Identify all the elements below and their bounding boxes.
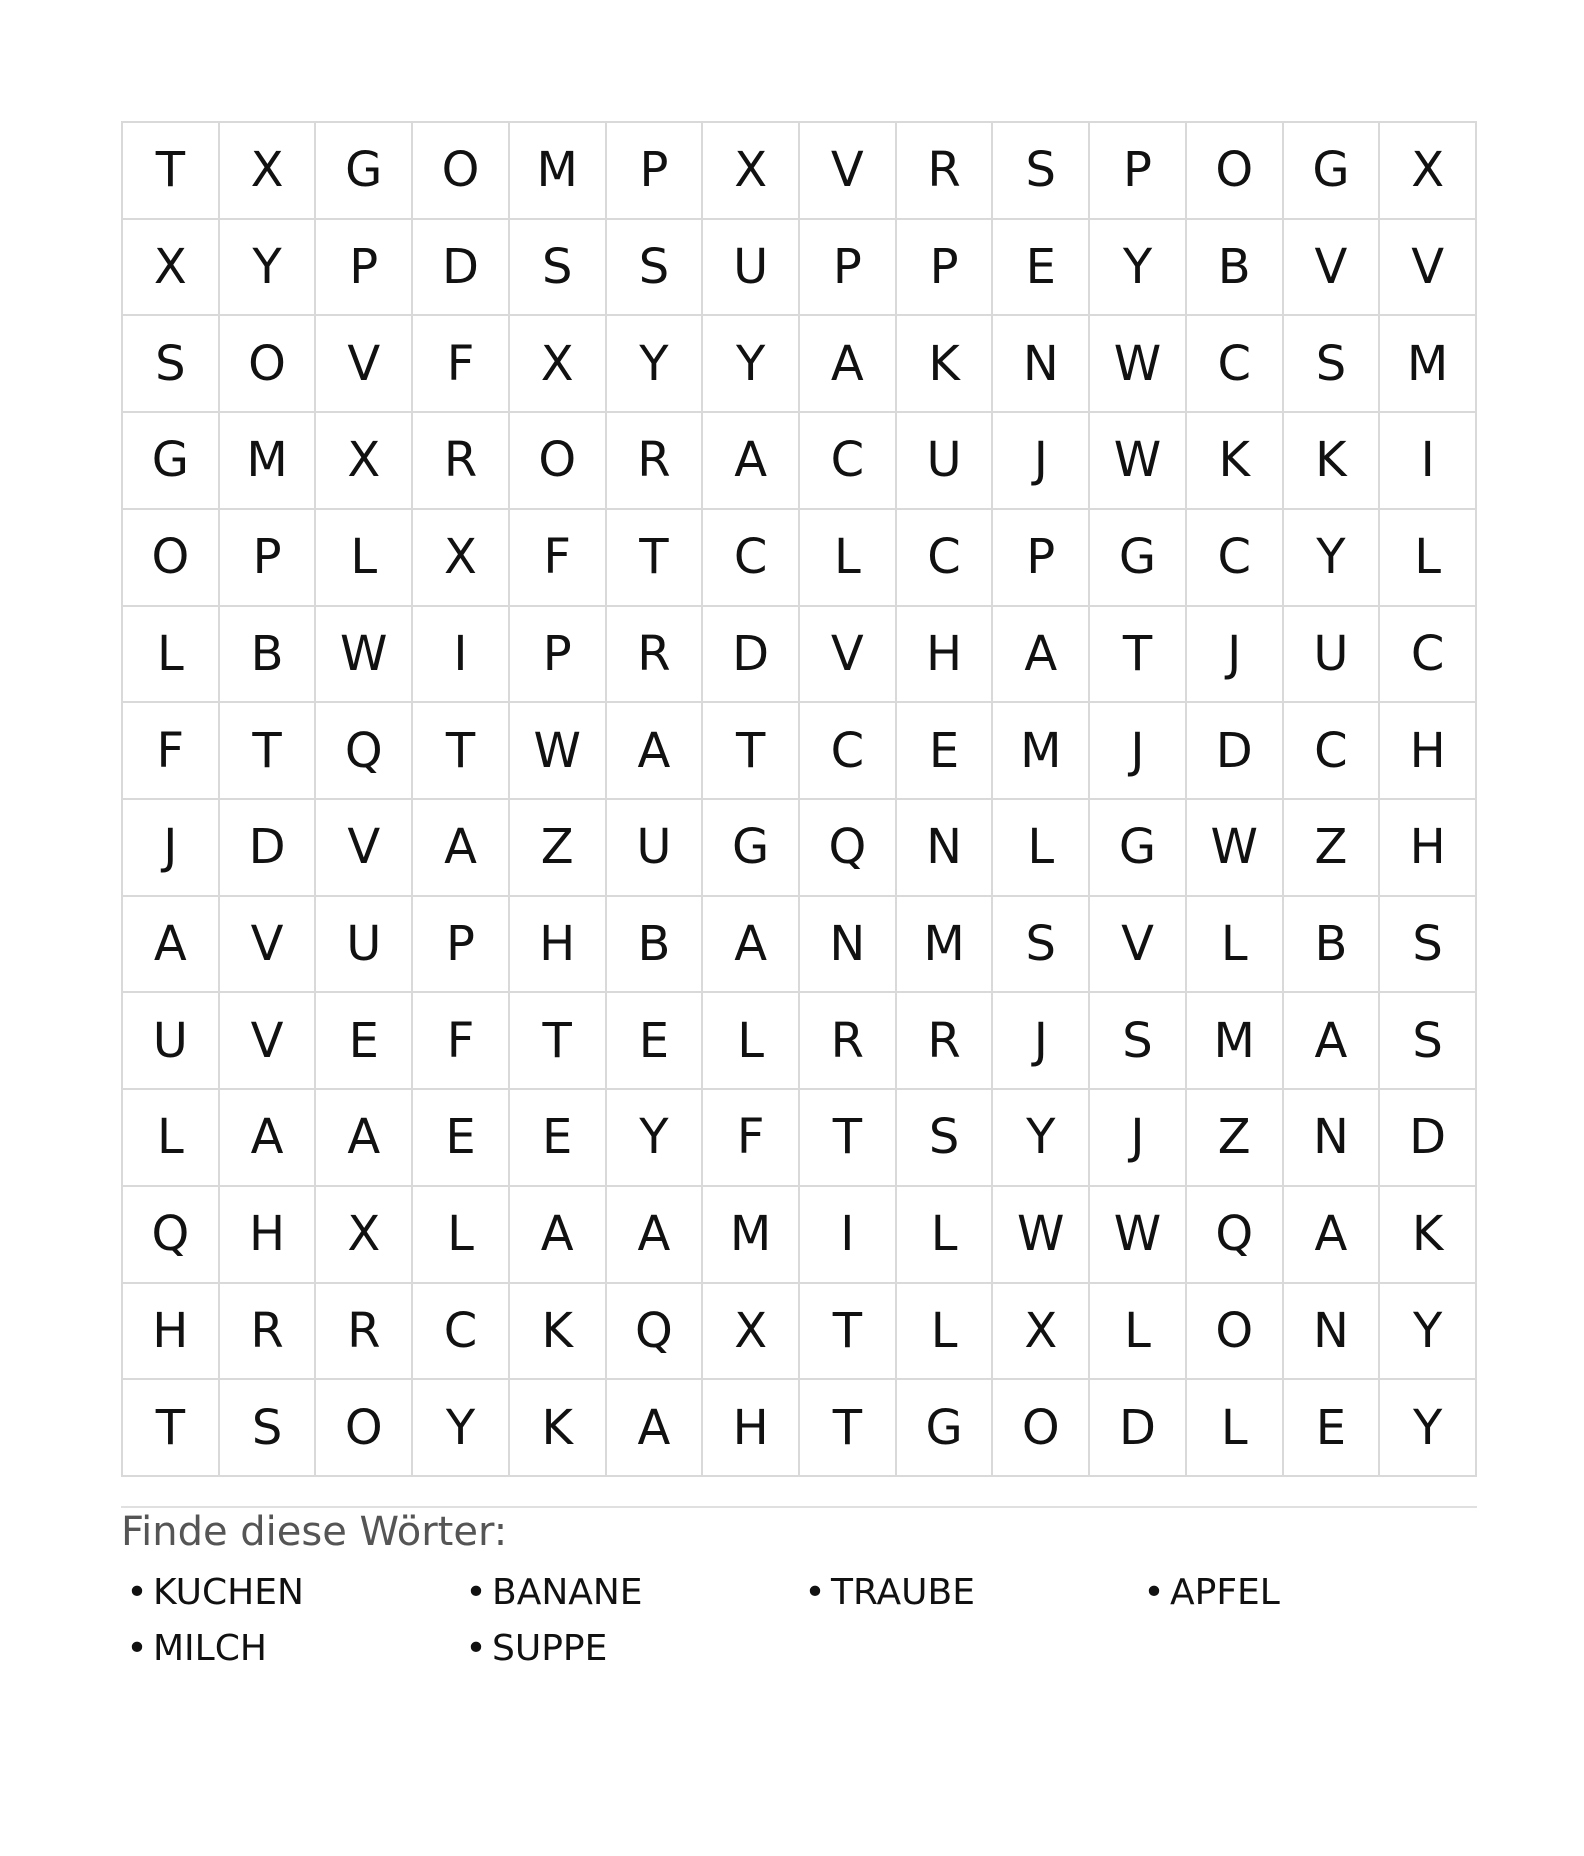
grid-cell[interactable]: A [220, 1090, 317, 1187]
grid-cell[interactable]: U [607, 800, 704, 897]
grid-cell[interactable]: L [897, 1284, 994, 1381]
grid-cell[interactable]: D [1090, 1380, 1187, 1477]
grid-cell[interactable]: L [993, 800, 1090, 897]
grid-cell[interactable]: E [316, 993, 413, 1090]
grid-cell[interactable]: V [800, 607, 897, 704]
grid-cell[interactable]: C [897, 510, 994, 607]
grid-cell[interactable]: L [897, 1187, 994, 1284]
word-list-item [1138, 1570, 1477, 1616]
grid-cell[interactable]: F [123, 703, 220, 800]
grid-cell[interactable]: O [1187, 1284, 1284, 1381]
grid-cell[interactable]: Y [1284, 510, 1381, 607]
grid-cell[interactable]: V [316, 316, 413, 413]
grid-cell[interactable]: C [800, 703, 897, 800]
grid-cell[interactable]: G [703, 800, 800, 897]
grid-cell[interactable]: Y [703, 316, 800, 413]
bullet-icon: • [1143, 1572, 1165, 1613]
grid-cell[interactable]: X [510, 316, 607, 413]
grid-cell[interactable]: E [897, 703, 994, 800]
grid-cell[interactable]: P [993, 510, 1090, 607]
grid-cell[interactable]: B [220, 607, 317, 704]
grid-cell[interactable]: U [123, 993, 220, 1090]
grid-cell[interactable]: W [1090, 316, 1187, 413]
grid-cell[interactable]: J [993, 993, 1090, 1090]
grid-cell[interactable]: A [1284, 993, 1381, 1090]
grid-cell[interactable]: H [897, 607, 994, 704]
grid-cell[interactable]: Q [800, 800, 897, 897]
grid-cell[interactable]: T [800, 1284, 897, 1381]
grid-cell[interactable]: A [703, 897, 800, 994]
grid-cell[interactable]: Y [1090, 220, 1187, 317]
grid-cell[interactable]: K [510, 1380, 607, 1477]
grid-cell[interactable]: R [607, 413, 704, 510]
grid-cell[interactable]: Z [1187, 1090, 1284, 1187]
grid-cell[interactable]: S [1090, 993, 1187, 1090]
grid-cell[interactable]: E [993, 220, 1090, 317]
grid-cell[interactable]: A [800, 316, 897, 413]
grid-cell[interactable]: O [123, 510, 220, 607]
grid-cell[interactable]: P [607, 123, 704, 220]
grid-cell[interactable]: Y [220, 220, 317, 317]
grid-cell[interactable]: X [703, 123, 800, 220]
grid-cell[interactable]: N [993, 316, 1090, 413]
grid-cell[interactable]: V [1380, 220, 1477, 317]
grid-cell[interactable]: Y [993, 1090, 1090, 1187]
grid-cell[interactable]: G [897, 1380, 994, 1477]
grid-cell[interactable]: X [1380, 123, 1477, 220]
grid-cell[interactable]: Y [607, 1090, 704, 1187]
grid-cell[interactable]: L [1187, 1380, 1284, 1477]
grid-cell[interactable]: O [1187, 123, 1284, 220]
word-label: APFEL [1170, 1572, 1280, 1613]
grid-cell[interactable]: S [607, 220, 704, 317]
grid-cell[interactable]: V [1090, 897, 1187, 994]
letter-grid [121, 121, 1477, 1477]
grid-cell[interactable]: T [123, 1380, 220, 1477]
grid-cell[interactable]: H [1380, 800, 1477, 897]
grid-cell[interactable]: F [413, 316, 510, 413]
grid-cell[interactable]: D [1187, 703, 1284, 800]
grid-cell[interactable]: J [123, 800, 220, 897]
grid-cell[interactable]: N [800, 897, 897, 994]
grid-cell[interactable]: B [1284, 897, 1381, 994]
grid-cell[interactable]: S [897, 1090, 994, 1187]
grid-cell[interactable]: W [1187, 800, 1284, 897]
grid-cell[interactable]: C [413, 1284, 510, 1381]
grid-cell[interactable]: M [897, 897, 994, 994]
grid-cell[interactable]: Q [607, 1284, 704, 1381]
grid-cell[interactable]: R [897, 123, 994, 220]
grid-cell[interactable]: T [220, 703, 317, 800]
grid-cell[interactable]: N [897, 800, 994, 897]
grid-cell[interactable]: N [1284, 1284, 1381, 1381]
grid-cell[interactable]: R [220, 1284, 317, 1381]
word-list-heading: Finde diese Wörter: [121, 1509, 508, 1555]
grid-cell[interactable]: S [993, 897, 1090, 994]
grid-cell[interactable]: D [413, 220, 510, 317]
grid-cell[interactable]: S [1380, 993, 1477, 1090]
grid-cell[interactable]: U [703, 220, 800, 317]
grid-cell[interactable]: F [510, 510, 607, 607]
grid-cell[interactable]: B [607, 897, 704, 994]
grid-cell[interactable]: L [1090, 1284, 1187, 1381]
grid-cell[interactable]: T [800, 1090, 897, 1187]
grid-cell[interactable]: W [993, 1187, 1090, 1284]
bullet-icon: • [126, 1572, 148, 1613]
grid-cell[interactable]: Y [413, 1380, 510, 1477]
grid-cell[interactable]: F [413, 993, 510, 1090]
grid-cell[interactable]: H [123, 1284, 220, 1381]
grid-cell[interactable]: Q [316, 703, 413, 800]
grid-cell[interactable]: H [703, 1380, 800, 1477]
bullet-icon: • [465, 1628, 487, 1669]
grid-cell[interactable]: J [993, 413, 1090, 510]
grid-cell[interactable]: N [1284, 1090, 1381, 1187]
grid-cell[interactable]: R [413, 413, 510, 510]
grid-cell[interactable]: B [1187, 220, 1284, 317]
grid-cell[interactable]: S [1284, 316, 1381, 413]
grid-cell[interactable]: C [1187, 510, 1284, 607]
word-list-item [799, 1570, 1138, 1616]
word-label: MILCH [153, 1628, 267, 1669]
grid-cell[interactable]: T [1090, 607, 1187, 704]
grid-cell[interactable]: V [220, 897, 317, 994]
grid-cell[interactable]: J [1090, 703, 1187, 800]
word-label: BANANE [492, 1572, 643, 1613]
grid-cell[interactable]: L [1187, 897, 1284, 994]
word-list-item [460, 1570, 799, 1616]
grid-cell[interactable]: W [510, 703, 607, 800]
grid-cell[interactable]: X [413, 510, 510, 607]
grid-cell[interactable]: U [1284, 607, 1381, 704]
grid-cell[interactable]: G [1090, 800, 1187, 897]
grid-cell[interactable]: J [1090, 1090, 1187, 1187]
grid-cell[interactable]: O [220, 316, 317, 413]
word-label: TRAUBE [831, 1572, 975, 1613]
grid-cell[interactable]: T [510, 993, 607, 1090]
grid-cell[interactable]: X [316, 1187, 413, 1284]
grid-cell[interactable]: S [993, 123, 1090, 220]
grid-cell[interactable]: R [800, 993, 897, 1090]
grid-cell[interactable]: Q [1187, 1187, 1284, 1284]
bullet-icon: • [465, 1572, 487, 1613]
grid-cell[interactable]: I [413, 607, 510, 704]
grid-cell[interactable]: D [1380, 1090, 1477, 1187]
grid-cell[interactable]: H [510, 897, 607, 994]
grid-cell[interactable]: O [316, 1380, 413, 1477]
grid-cell[interactable]: P [897, 220, 994, 317]
grid-cell[interactable]: D [703, 607, 800, 704]
grid-cell[interactable]: R [316, 1284, 413, 1381]
grid-cell[interactable]: M [1187, 993, 1284, 1090]
grid-cell[interactable]: M [1380, 316, 1477, 413]
grid-cell[interactable]: X [316, 413, 413, 510]
grid-cell[interactable]: P [510, 607, 607, 704]
grid-cell[interactable]: D [220, 800, 317, 897]
word-list [121, 1570, 1477, 1672]
grid-cell[interactable]: V [800, 123, 897, 220]
grid-cell[interactable]: H [220, 1187, 317, 1284]
grid-cell[interactable]: L [1380, 510, 1477, 607]
grid-cell[interactable]: M [510, 123, 607, 220]
grid-cell[interactable]: H [1380, 703, 1477, 800]
grid-cell[interactable]: G [123, 413, 220, 510]
grid-cell[interactable]: Z [1284, 800, 1381, 897]
word-list-item [121, 1570, 460, 1616]
grid-cell[interactable]: A [1284, 1187, 1381, 1284]
grid-cell[interactable]: P [316, 220, 413, 317]
grid-cell[interactable]: T [800, 1380, 897, 1477]
grid-cell[interactable]: K [897, 316, 994, 413]
grid-cell[interactable]: V [1284, 220, 1381, 317]
grid-cell[interactable]: I [800, 1187, 897, 1284]
grid-cell[interactable]: P [1090, 123, 1187, 220]
grid-cell[interactable]: S [1380, 897, 1477, 994]
grid-cell[interactable]: T [607, 510, 704, 607]
grid-cell[interactable]: T [123, 123, 220, 220]
grid-cell[interactable]: S [220, 1380, 317, 1477]
grid-cell[interactable]: R [897, 993, 994, 1090]
grid-cell[interactable]: K [1187, 413, 1284, 510]
grid-cell[interactable]: Y [1380, 1284, 1477, 1381]
grid-cell[interactable]: L [316, 510, 413, 607]
grid-cell[interactable]: I [1380, 413, 1477, 510]
grid-cell[interactable]: A [607, 703, 704, 800]
grid-cell[interactable]: O [993, 1380, 1090, 1477]
word-list-item [121, 1626, 460, 1672]
grid-cell[interactable]: M [220, 413, 317, 510]
grid-cell[interactable]: E [413, 1090, 510, 1187]
grid-cell[interactable]: A [413, 800, 510, 897]
grid-cell[interactable]: C [1284, 703, 1381, 800]
grid-cell[interactable]: K [1284, 413, 1381, 510]
grid-cell[interactable]: Z [510, 800, 607, 897]
grid-cell[interactable]: Q [123, 1187, 220, 1284]
grid-cell[interactable]: O [413, 123, 510, 220]
word-label: KUCHEN [153, 1572, 304, 1613]
grid-cell[interactable]: S [123, 316, 220, 413]
grid-cell[interactable]: T [703, 703, 800, 800]
grid-cell[interactable]: C [800, 413, 897, 510]
grid-cell[interactable]: L [800, 510, 897, 607]
grid-cell[interactable]: A [703, 413, 800, 510]
grid-cell[interactable]: P [220, 510, 317, 607]
word-list-item [460, 1626, 799, 1672]
grid-cell[interactable]: V [316, 800, 413, 897]
bullet-icon: • [804, 1572, 826, 1613]
bullet-icon: • [126, 1628, 148, 1669]
grid-cell[interactable]: Y [1380, 1380, 1477, 1477]
grid-cell[interactable]: P [800, 220, 897, 317]
grid-cell[interactable]: V [220, 993, 317, 1090]
grid-cell[interactable]: W [1090, 413, 1187, 510]
grid-cell[interactable]: W [1090, 1187, 1187, 1284]
grid-cell[interactable]: K [1380, 1187, 1477, 1284]
grid-cell[interactable]: A [510, 1187, 607, 1284]
grid-cell[interactable]: R [607, 607, 704, 704]
grid-cell[interactable]: S [510, 220, 607, 317]
grid-cell[interactable]: K [510, 1284, 607, 1381]
grid-cell[interactable]: M [703, 1187, 800, 1284]
grid-cell[interactable]: M [993, 703, 1090, 800]
grid-cell[interactable]: Y [607, 316, 704, 413]
grid-cell[interactable]: E [1284, 1380, 1381, 1477]
grid-cell[interactable]: L [123, 1090, 220, 1187]
grid-cell[interactable]: L [123, 607, 220, 704]
grid-cell[interactable]: L [413, 1187, 510, 1284]
grid-cell[interactable]: O [510, 413, 607, 510]
grid-cell[interactable]: X [993, 1284, 1090, 1381]
grid-cell[interactable]: J [1187, 607, 1284, 704]
grid-cell[interactable]: G [316, 123, 413, 220]
grid-cell[interactable]: A [123, 897, 220, 994]
grid-cell[interactable]: T [413, 703, 510, 800]
grid-cell[interactable]: E [607, 993, 704, 1090]
grid-cell[interactable]: C [703, 510, 800, 607]
grid-cell[interactable]: W [316, 607, 413, 704]
grid-cell[interactable]: U [316, 897, 413, 994]
grid-cell[interactable]: A [316, 1090, 413, 1187]
grid-cell[interactable]: E [510, 1090, 607, 1187]
grid-cell[interactable]: X [123, 220, 220, 317]
grid-cell[interactable]: C [1380, 607, 1477, 704]
grid-cell[interactable]: F [703, 1090, 800, 1187]
word-label: SUPPE [492, 1628, 608, 1669]
grid-cell[interactable]: G [1284, 123, 1381, 220]
grid-cell[interactable]: P [413, 897, 510, 994]
grid-cell[interactable]: A [607, 1187, 704, 1284]
grid-cell[interactable]: A [607, 1380, 704, 1477]
grid-cell[interactable]: G [1090, 510, 1187, 607]
grid-cell[interactable]: X [703, 1284, 800, 1381]
grid-cell[interactable]: X [220, 123, 317, 220]
grid-cell[interactable]: L [703, 993, 800, 1090]
grid-cell[interactable]: C [1187, 316, 1284, 413]
grid-cell[interactable]: U [897, 413, 994, 510]
grid-cell[interactable]: A [993, 607, 1090, 704]
